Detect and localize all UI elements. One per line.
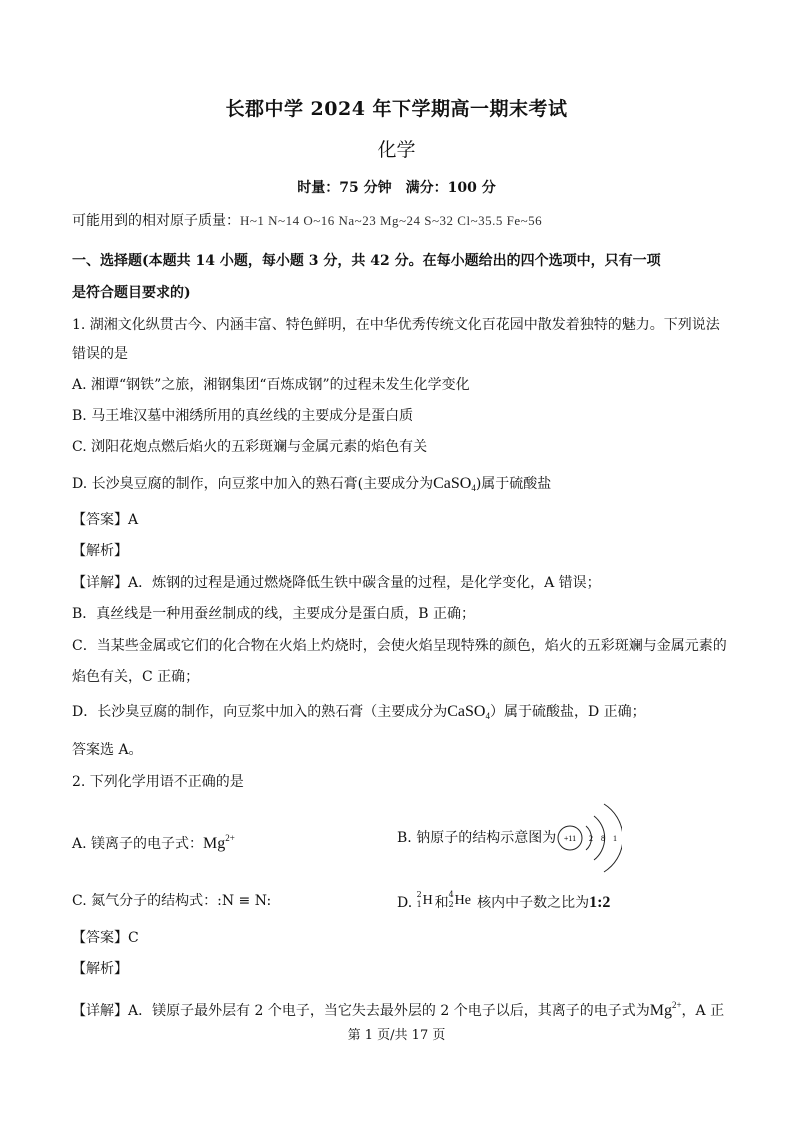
q1-option-d: D. 长沙臭豆腐的制作，向豆浆中加入的熟石膏(主要成分为CaSO$_4$)属于硫酸盐: [72, 475, 552, 493]
q1-stem-line2: 错误的是: [72, 346, 128, 362]
shell-3-count: 1: [613, 834, 617, 843]
neutron-ratio: 1:2: [589, 894, 611, 911]
q2-option-d: D. 2 1 H 和 4 2 He 核内中子数之比为1:2: [397, 890, 611, 911]
section1-heading-line1: 一、选择题(本题共 14 小题，每小题 3 分，共 42 分。在每小题给出的四个选项中，只有一项: [72, 253, 661, 269]
caso4-formula: CaSO$_4$: [447, 703, 490, 721]
atomic-masses: [72, 211, 542, 231]
hydrogen-2-nuclide: 2 1 H: [416, 890, 433, 909]
q1-conclusion: 答案选 A。: [72, 742, 143, 758]
q2-option-a: A. 镁离子的电子式：$Mg^{2+}$: [72, 833, 235, 852]
q1-analysis-label: 【解析】: [72, 543, 128, 559]
caso4-formula: CaSO$_4$: [433, 475, 476, 493]
q1-option-a: A. 湘谭“钢铁”之旅，湘钢集团“百炼成钢”的过程未发生化学变化: [72, 377, 470, 393]
q2-detail-a: 【详解】A．镁原子最外层有 2 个电子，当它失去最外层的 2 个电子以后，其离子的电子式为$Mg^{2+}$，A 正: [72, 1000, 725, 1019]
q1-option-b: B. 马王堆汉墓中湘绣所用的真丝线的主要成分是蛋白质: [72, 408, 414, 424]
q1-option-c: C. 浏阳花炮点燃后焰火的五彩斑斓与金属元素的焰色有关: [72, 439, 428, 455]
q1-answer: 【答案】A: [72, 512, 139, 528]
section1-heading-line2: 是符合题目要求的): [72, 285, 191, 301]
shell-2-count: 8: [601, 834, 605, 843]
sodium-atom-diagram: [556, 800, 622, 876]
page-footer: 第 1 页/共 17 页: [347, 1028, 446, 1043]
exam-title: 长郡中学 2024 年下学期高一期末考试: [225, 98, 568, 120]
exam-info: 时量：75 分钟 满分：100 分: [297, 180, 496, 196]
nucleus-charge: +11: [563, 834, 577, 843]
q2-stem: 2. 下列化学用语不正确的是: [72, 774, 244, 790]
atomic-masses-values: H~1 N~14 O~16 Na~23 Mg~24 S~32 Cl~35.5 Fe~56: [240, 213, 543, 228]
atomic-masses-label: 可能用到的相对原子质量：: [72, 213, 240, 229]
q1-stem-line1: 1. 湖湘文化纵贯古今、内涵丰富、特色鲜明，在中华优秀传统文化百花园中散发着独特的魅力。下列说法: [72, 317, 720, 333]
exam-subject: 化学: [377, 139, 416, 161]
q2-option-b: B. 钠原子的结构示意图为: [397, 830, 557, 846]
q2-answer: 【答案】C: [72, 930, 139, 946]
q1-detail-d: D．长沙臭豆腐的制作，向豆浆中加入的熟石膏（主要成分为CaSO$_4$）属于硫酸盐，D 正确；: [72, 703, 646, 721]
q2-analysis-label: 【解析】: [72, 961, 128, 977]
q1-detail-a: 【详解】A．炼钢的过程是通过燃烧降低生铁中碳含量的过程，是化学变化，A 错误；: [72, 575, 601, 591]
mg-ion-formula: $Mg^{2+}$: [649, 1000, 682, 1019]
helium-4-nuclide: 4 2 He: [448, 890, 471, 909]
q1-detail-b: B．真丝线是一种用蚕丝制成的线，主要成分是蛋白质，B 正确；: [72, 606, 476, 622]
shell-1-count: 2: [589, 834, 593, 843]
q1-detail-c-line1: C．当某些金属或它们的化合物在火焰上灼烧时，会使火焰呈现特殊的颜色，焰火的五彩斑斓与金属元素的: [72, 638, 727, 654]
mg-ion-formula: $Mg^{2+}$: [203, 833, 235, 852]
q2-option-c: C. 氮气分子的结构式：:N ≡ N:: [72, 893, 272, 909]
q1-detail-c-line2: 焰色有关，C 正确；: [72, 669, 200, 685]
